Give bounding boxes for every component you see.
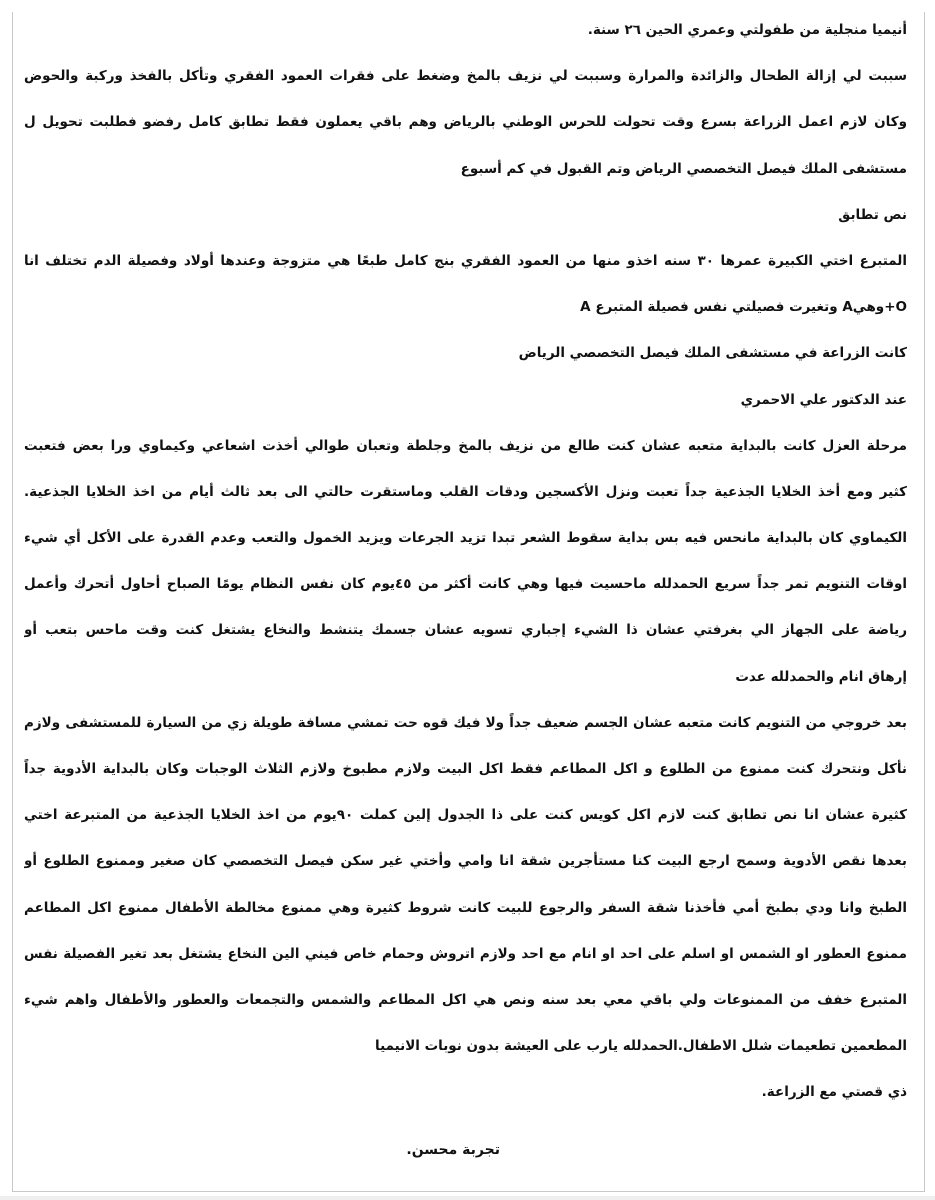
text-line: بعد خروجي من التنويم كانت متعبه عشان الجسم ضعيف جداً ولا فيك قوه حت تمشي مسافة طويلة زي من السيارة للمستشفى ولازم: [24, 714, 907, 731]
text-line: مرحلة العزل كانت بالبداية متعبه عشان كنت طالع من نزيف بالمخ وجلطة وتعبان طوالي أخذت اشعاعي وكيماوي ورا بعض فتعبت: [24, 437, 907, 454]
section-heading: نص تطابق: [838, 206, 907, 223]
signature: تجربة محسن.: [406, 1142, 500, 1158]
text-line: الطبخ وانا ودي بطبخ أمي فأخذنا شقة السفر والرجوع للبيت كانت شروط كثيرة وهي ممنوع مخالطة الأطفال ممنوع اكل المطاعم: [24, 899, 907, 916]
text-line: عند الدكتور علي الاحمري: [740, 391, 907, 408]
text-line: مستشفى الملك فيصل التخصصي الرياض وتم القبول في كم أسبوع: [460, 160, 907, 177]
text-line: المتبرع خفف من الممنوعات ولي باقي معي بعد سنه ونص هي اكل المطاعم والشمس والتجمعات والعطور والأطفال واهم شيء: [24, 991, 907, 1008]
text-line: كانت الزراعة في مستشفى الملك فيصل التخصصي الرياض: [518, 345, 907, 362]
document-body: [24, 20, 907, 1129]
text-line: ممنوع العطور او الشمس او اسلم على احد او انام مع احد ولازم اتروش وحمام خاص فيني الين النخاع يشتغل بعد تغير الفصيلة نفس: [24, 945, 907, 962]
text-line: سببت لي إزالة الطحال والزائدة والمرارة وسببت لي نزيف بالمخ وضغط على فقرات العمود الفقري وتأكل بالفخذ وركبة والحوض: [24, 68, 907, 85]
text-line: إرهاق انام والحمدلله عدت: [735, 668, 907, 685]
text-line: بعدها نقص الأدوية وسمح ارجع البيت كنا مستأجرين شقة انا وامي وأختي غير سكن فيصل التخصصي كان صغير وممنوع الطلوع أو: [24, 853, 907, 870]
text-line: أنيميا منجلية من طفولتي وعمري الحين ٢٦ سنة.: [587, 22, 907, 38]
text-line: O+وهيA وتغيرت فصيلتي نفس فصيلة المتبرع A: [580, 299, 907, 316]
closing-line: ذي قصتي مع الزراعة.: [761, 1084, 907, 1101]
text-line: كثيرة عشان انا نص تطابق كنت لازم اكل كويس كنت على ذا الجدول إلين كملت ٩٠يوم من اخذ الخلايا الجذعية من المتبرعة اختي: [24, 807, 907, 824]
text-line: الكيماوي كان بالبداية مانحس فيه بس بداية سقوط الشعر تبدا تزيد الجرعات ويزيد الخمول والتعب وعدم القدرة على الأكل أي شيء: [24, 530, 907, 547]
text-line: المتبرع اختي الكبيرة عمرها ٣٠ سنه اخذو منها من العمود الفقري بنج كامل طبعًا هي متزوجة وعندها أولاد وفصيلة الدم تختلف انا: [24, 252, 907, 269]
bottom-divider: [0, 1196, 935, 1200]
text-line: رياضة على الجهاز الي بغرفتي عشان ذا الشيء إجباري تسويه عشان جسمك يتنشط والنخاع يشتغل كنت وقت ماحس بتعب أو: [24, 622, 907, 639]
text-line: كثير ومع أخذ الخلايا الجذعية جداً تعبت ونزل الأكسجين ودقات القلب وماستقرت حالتي الى بعد ثالث أيام من اخذ الخلايا الجذعية.: [24, 483, 907, 500]
text-line: اوقات التنويم تمر جداً سريع الحمدلله ماحسيت فيها وهي كانت أكثر من ٤٥يوم كان نفس النظام يومًا الصباح أحاول أتحرك وأعمل: [24, 576, 907, 593]
text-line: المطعمين تطعيمات شلل الاطفال.الحمدلله يارب على العيشة بدون نوبات الانيميا: [375, 1038, 907, 1055]
text-line: نأكل ونتحرك كنت ممنوع من الطلوع و اكل المطاعم فقط اكل البيت ولازم مطبوخ ولازم الثلاث الوجبات وكان بالبداية الأدوية جداً: [24, 761, 907, 777]
text-line: وكان لازم اعمل الزراعة بسرع وقت تحولت للحرس الوطني بالرياض وهم باقي يعملون فقط تطابق كامل رفضو فطلبت تحويل ل: [24, 114, 907, 131]
